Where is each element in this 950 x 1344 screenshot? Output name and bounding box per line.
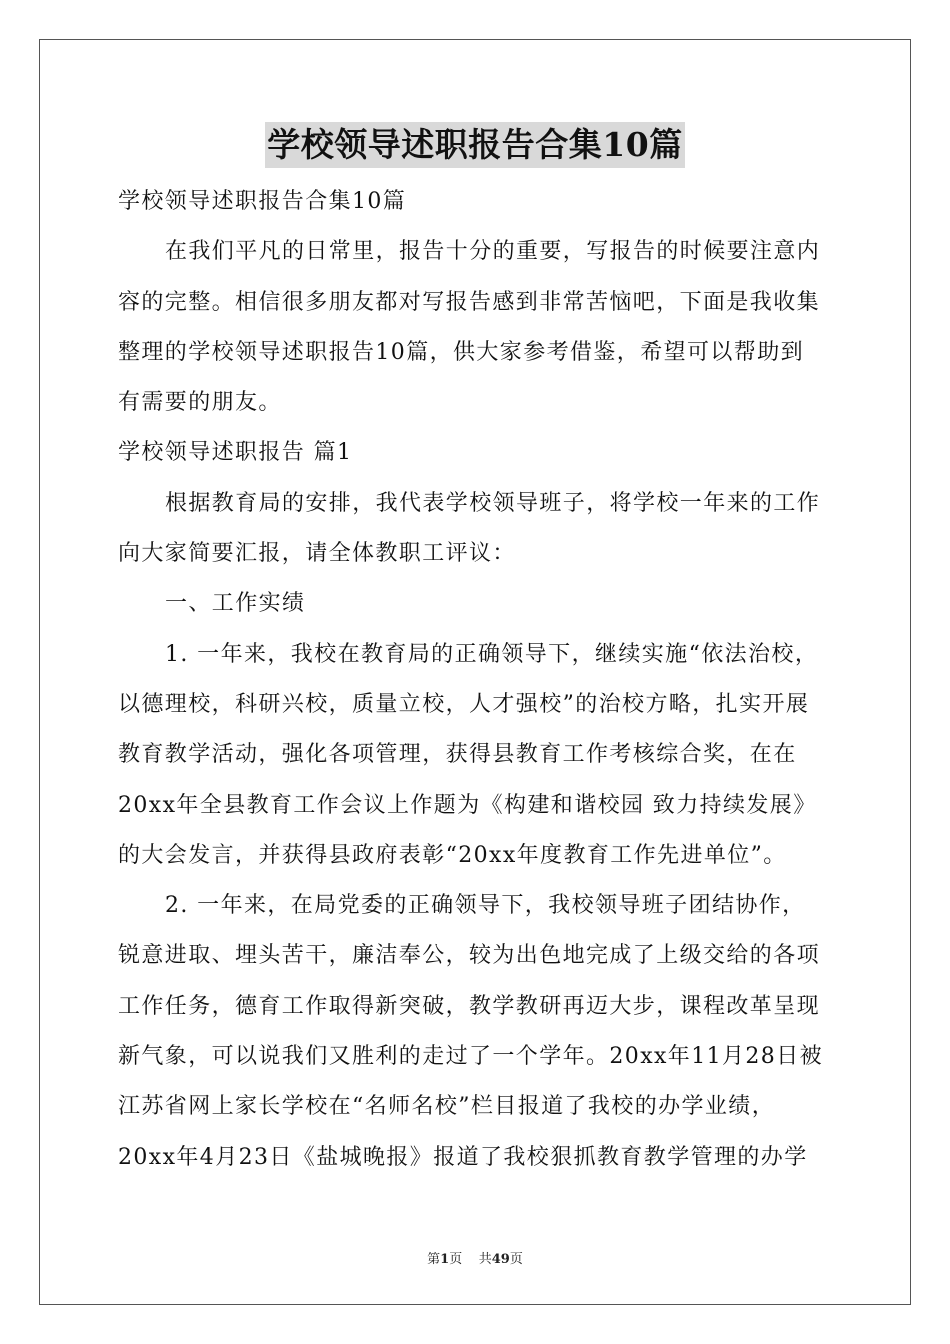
text-line: 锐意进取、埋头苦干，廉洁奉公，较为出色地完成了上级交给的各项 bbox=[118, 943, 821, 969]
text-line: 20xx年全县教育工作会议上作题为《构建和谐校园 致力持续发展》 bbox=[118, 792, 817, 818]
total-suffix: 页 bbox=[509, 1252, 523, 1267]
title-container bbox=[0, 122, 950, 168]
text-line: 以德理校，科研兴校，质量立校，人才强校”的治校方略，扎实开展 bbox=[118, 691, 810, 717]
page-prefix: 第 bbox=[427, 1252, 441, 1267]
text-line: 容的完整。相信很多朋友都对写报告感到非常苦恼吧，下面是我收集 bbox=[118, 289, 821, 315]
text-line: 有需要的朋友。 bbox=[118, 390, 282, 416]
text-line: 江苏省网上家长学校在“名师名校”栏目报道了我校的办学业绩， bbox=[118, 1094, 776, 1120]
text-line: 20xx年4月23日《盐城晚报》报道了我校狠抓教育教学管理的办学 bbox=[118, 1144, 808, 1170]
text-line: 学校领导述职报告合集10篇 bbox=[118, 189, 407, 214]
text-line: 1. 一年来，我校在教育局的正确领导下，继续实施“依法治校， bbox=[165, 641, 819, 667]
text-line: 2. 一年来，在局党委的正确领导下，我校领导班子团结协作， bbox=[165, 893, 806, 919]
text-line: 的大会发言，并获得县政府表彰“20xx年度教育工作先进单位”。 bbox=[118, 842, 787, 868]
text-line: 整理的学校领导述职报告10篇，供大家参考借鉴，希望可以帮助到 bbox=[118, 339, 804, 365]
text-line: 在我们平凡的日常里，报告十分的重要，写报告的时候要注意内 bbox=[165, 239, 821, 265]
text-line: 新气象，可以说我们又胜利的走过了一个学年。20xx年11月28日被 bbox=[118, 1044, 823, 1070]
page-suffix: 页 bbox=[449, 1252, 463, 1267]
text-line: 工作任务，德育工作取得新突破，教学教研再迈大步，课程改革呈现 bbox=[118, 993, 821, 1019]
text-line: 学校领导述职报告 篇1 bbox=[118, 440, 353, 466]
document-body bbox=[118, 177, 834, 1183]
page-number: 1 bbox=[440, 1252, 450, 1267]
page-footer bbox=[0, 1248, 950, 1267]
text-line: 教育教学活动，强化各项管理，获得县教育工作考核综合奖，在在 bbox=[118, 742, 797, 768]
text-line: 一、工作实绩 bbox=[165, 591, 306, 617]
text-line: 向大家简要汇报，请全体教职工评议： bbox=[118, 541, 516, 567]
total-prefix: 共 bbox=[478, 1252, 492, 1267]
total-pages: 49 bbox=[491, 1252, 510, 1267]
document-title: 学校领导述职报告合集10篇 bbox=[265, 122, 684, 168]
text-line: 根据教育局的安排，我代表学校领导班子，将学校一年来的工作 bbox=[165, 490, 821, 516]
